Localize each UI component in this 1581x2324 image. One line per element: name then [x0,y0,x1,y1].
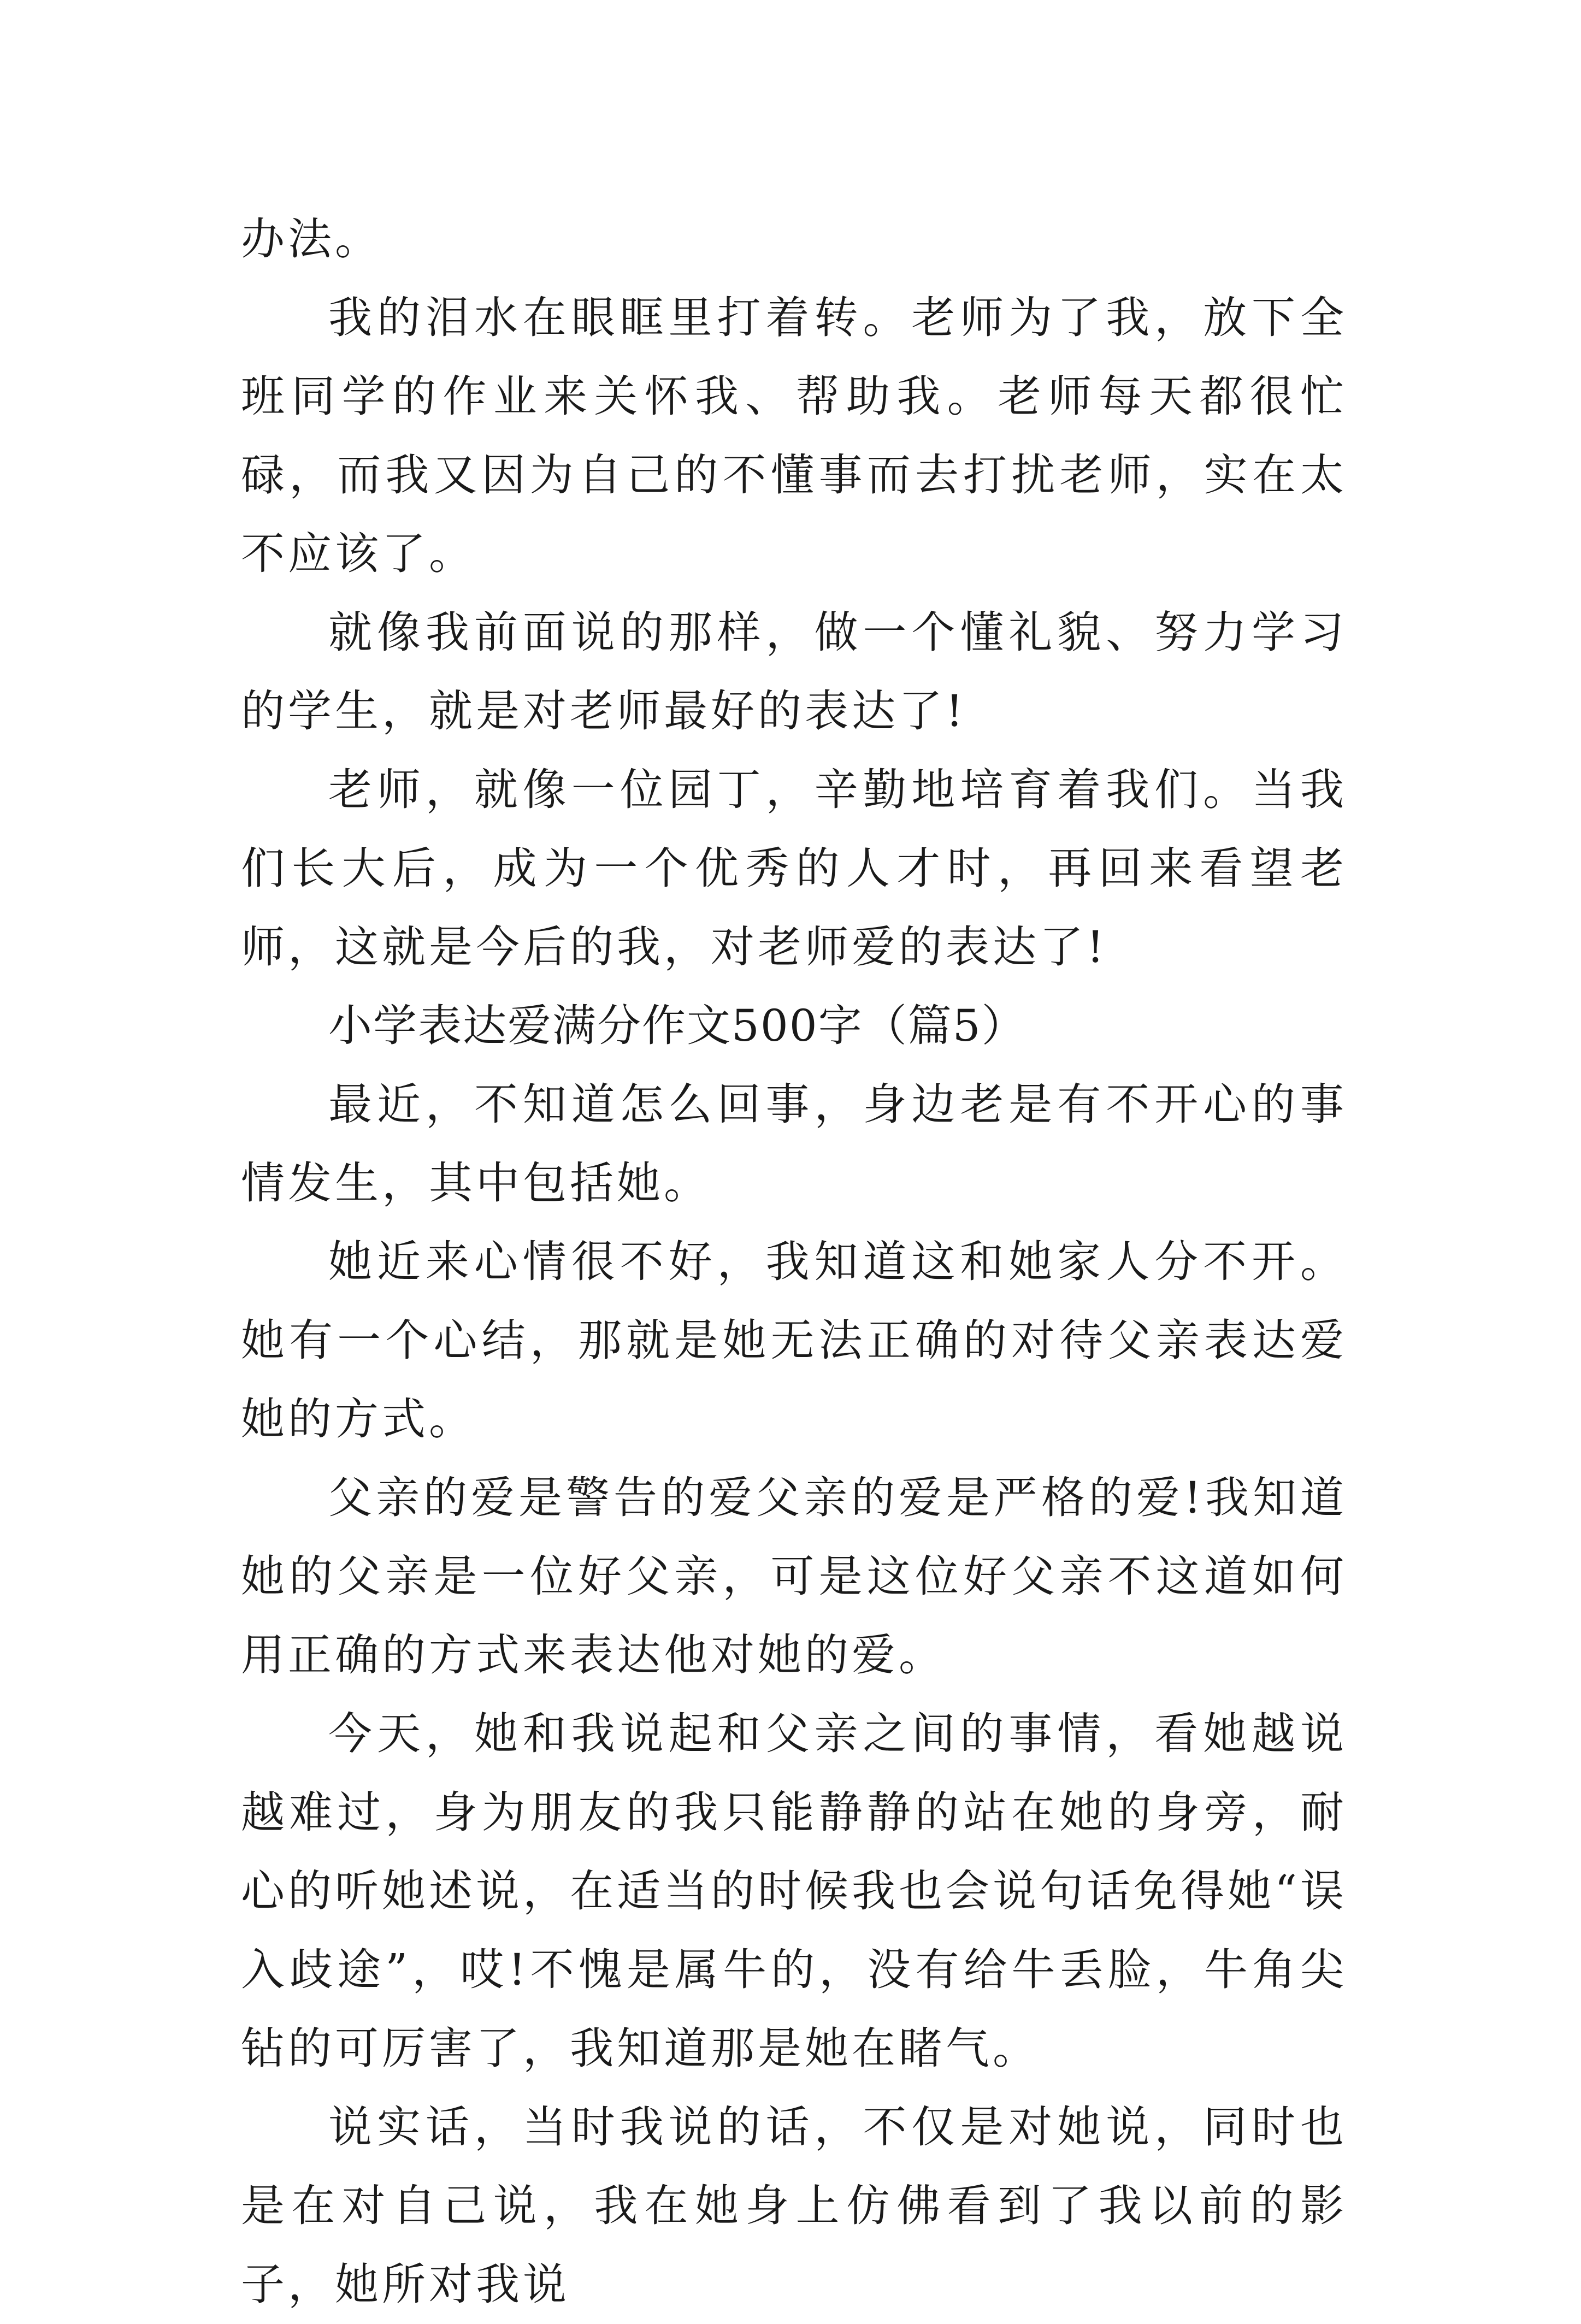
paragraph-continuation: 办法。 [241,214,382,264]
paragraph: 就像我前面说的那样，做一个懂礼貌、努力学习的学生，就是对老师最好的表达了! [241,607,1347,736]
article-body [241,200,1347,2324]
paragraph: 今天，她和我说起和父亲之间的事情，看她越说越难过，身为朋友的我只能静静的站在她的身旁，耐心的听她述说，在适当的时候我也会说句话免得她“误入歧途”，哎!不愧是属牛的，没有给牛丢脸，牛角尖钻的可厉害了，我知道那是她在睹气。 [241,1708,1347,2074]
paragraph: 说实话，当时我说的话，不仅是对她说，同时也是在对自己说，我在她身上仿佛看到了我以前的影子，她所对我说 [241,2102,1347,2310]
paragraph: 最近，不知道怎么回事，身边老是有不开心的事情发生，其中包括她。 [241,1079,1347,1208]
paragraph: 她近来心情很不好，我知道这和她家人分不开。她有一个心结，那就是她无法正确的对待父亲表达爱她的方式。 [241,1236,1347,1444]
paragraph: 老师，就像一位园丁，辛勤地培育着我们。当我们长大后，成为一个优秀的人才时，再回来看望老师，这就是今后的我，对老师爱的表达了! [241,764,1347,972]
paragraph: 我的泪水在眼眶里打着转。老师为了我，放下全班同学的作业来关怀我、帮助我。老师每天都很忙碌，而我又因为自己的不懂事而去打扰老师，实在太不应该了。 [241,292,1347,579]
section-heading: 小学表达爱满分作文500字（篇5） [328,1000,1027,1051]
paragraph: 父亲的爱是警告的爱父亲的爱是严格的爱!我知道她的父亲是一位好父亲，可是这位好父亲不这道如何用正确的方式来表达他对她的爱。 [241,1472,1347,1680]
